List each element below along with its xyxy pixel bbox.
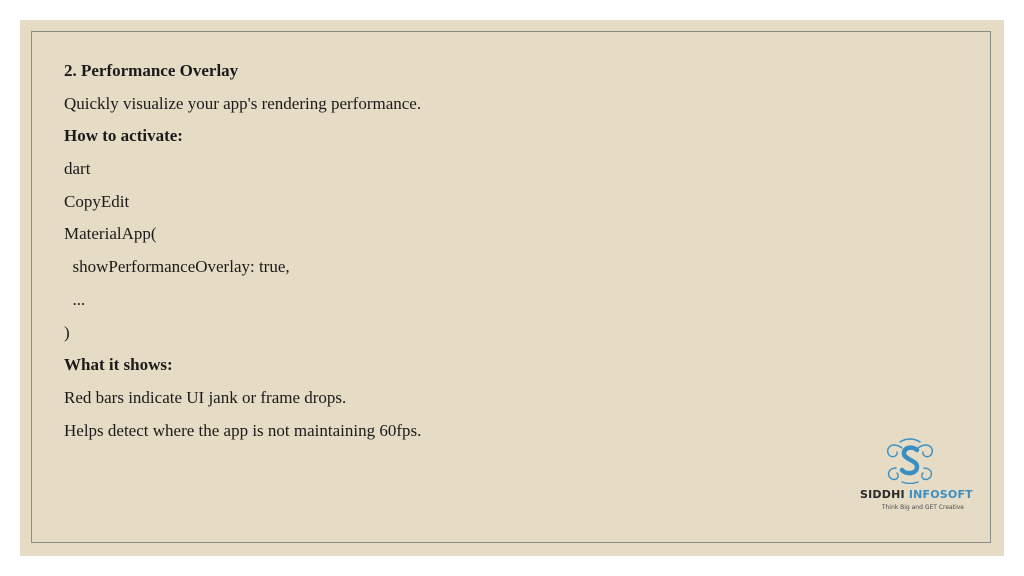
company-logo xyxy=(860,438,973,520)
code-line: ) xyxy=(64,322,70,342)
shows-item: Helps detect where the app is not maintaining 60fps. xyxy=(64,420,422,440)
logo-tagline: Think Big and GET Creative xyxy=(881,504,964,511)
shows-heading: What it shows: xyxy=(64,355,173,375)
code-line: MaterialApp( xyxy=(64,224,157,244)
logo-wordmark xyxy=(860,488,973,501)
intro-text: Quickly visualize your app's rendering performance. xyxy=(64,93,422,113)
copy-edit-label: CopyEdit xyxy=(64,191,130,211)
code-language-label: dart xyxy=(64,159,91,179)
shows-item: Red bars indicate UI jank or frame drops. xyxy=(64,387,347,407)
code-line: ... xyxy=(64,289,86,309)
slide-content xyxy=(64,60,764,452)
activate-heading: How to activate: xyxy=(64,126,183,146)
code-line: showPerformanceOverlay: true, xyxy=(64,257,290,277)
logo-wordmark-part1: SIDDHI xyxy=(860,488,909,501)
logo-wordmark-part2: INFOSOFT xyxy=(908,488,973,501)
section-heading: 2. Performance Overlay xyxy=(64,61,239,80)
slide xyxy=(20,20,1004,556)
logo-s-emblem-icon xyxy=(882,438,938,484)
